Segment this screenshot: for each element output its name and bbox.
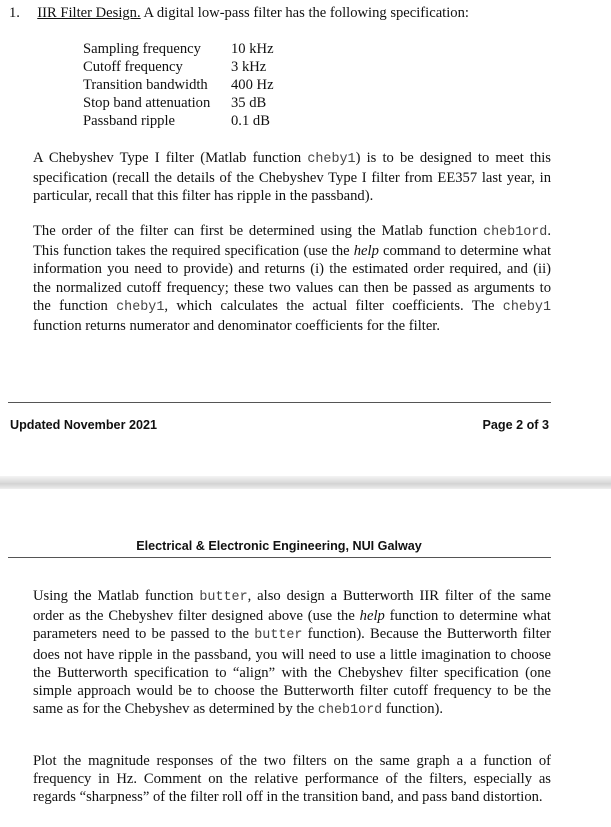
text-run: Using the Matlab function (33, 588, 200, 604)
spec-value: 10 kHz (231, 41, 274, 57)
question-number: 1. (9, 5, 20, 21)
text-run: command to determine what information you need to provide) and returns (i) the estimated order required, and (ii) the normalized cutoff frequency; these two values can then be passed as arguments to the function (33, 243, 551, 314)
help-keyword: help (359, 608, 385, 625)
help-keyword: help (353, 243, 379, 260)
paragraph-plot-instructions: Plot the magnitude responses of the two filters on the same graph a a function of frequency in Hz. Comment on the relative performance of the filters, especially as regards “sharpness” of the filter roll off in the transition band, and pass band distortion. (33, 753, 551, 806)
text-run: , which calculates the actual filter coefficients. The (164, 297, 503, 314)
question-intro: A digital low-pass filter has the following specification: (143, 5, 469, 21)
page-break (0, 476, 611, 489)
paragraph-chebyshev-intro (33, 149, 551, 206)
question-title: IIR Filter Design. (37, 5, 141, 21)
code-cheby1: cheby1 (307, 152, 356, 167)
spec-label: Cutoff frequency (83, 59, 183, 75)
question-heading (9, 4, 469, 22)
code-cheb1ord: cheb1ord (317, 703, 383, 719)
spec-value: 3 kHz (231, 59, 267, 75)
footer-page-number: Page 2 of 3 (482, 418, 549, 432)
header-department: Electrical & Electronic Engineering, NUI Galway (136, 539, 422, 553)
code-butter: butter (254, 628, 303, 644)
paragraph-filter-order (33, 222, 551, 335)
text-run: The order of the filter can first be determined using the Matlab function (33, 223, 484, 239)
text-run: . This function takes the required specification (use the (33, 223, 551, 260)
code-cheby1: cheby1 (116, 299, 165, 315)
code-cheb1ord: cheb1ord (483, 225, 548, 240)
text-run: function to determine what parameters need to be passed to the (33, 608, 551, 643)
text-run: function). Because the Butterworth filter does not have ripple in the passband, you will need to use a little imagination to choose the Butterworth specification to “align” with the Chebyshev filter specification (one simple approach would be to choose the Butterworth filter cutoff frequency to be the same as for the Chebyshev as determined by the (33, 626, 551, 718)
text-run: function returns numerator and denominator coefficients for the filter. (33, 318, 440, 335)
header-rule (8, 557, 551, 558)
spec-label: Sampling frequency (83, 41, 201, 57)
spec-value: 400 Hz (231, 77, 274, 93)
footer-updated: Updated November 2021 (10, 418, 157, 432)
spec-label: Passband ripple (83, 113, 176, 129)
code-cheby1: cheby1 (502, 299, 551, 315)
text-run: , also design a Butterworth IIR filter of the same order as the Chebyshev filter designed above (use the (33, 588, 552, 625)
spec-label: Stop band attenuation (83, 95, 211, 111)
text-run: A Chebyshev Type I filter (Matlab function (33, 150, 308, 166)
spec-label: Transition bandwidth (83, 77, 208, 93)
code-butter: butter (199, 590, 248, 605)
spec-value: 0.1 dB (231, 113, 270, 129)
paragraph-butterworth (33, 587, 551, 720)
text-run: ) is to be designed to meet this specification (recall the details of the Chebyshev Type I filter from EE357 last year, in particular, recall that this filter has ripple in the passband). (33, 150, 551, 205)
footer-rule (8, 402, 551, 403)
text-run: function). (382, 701, 443, 718)
spec-value: 35 dB (231, 95, 267, 111)
